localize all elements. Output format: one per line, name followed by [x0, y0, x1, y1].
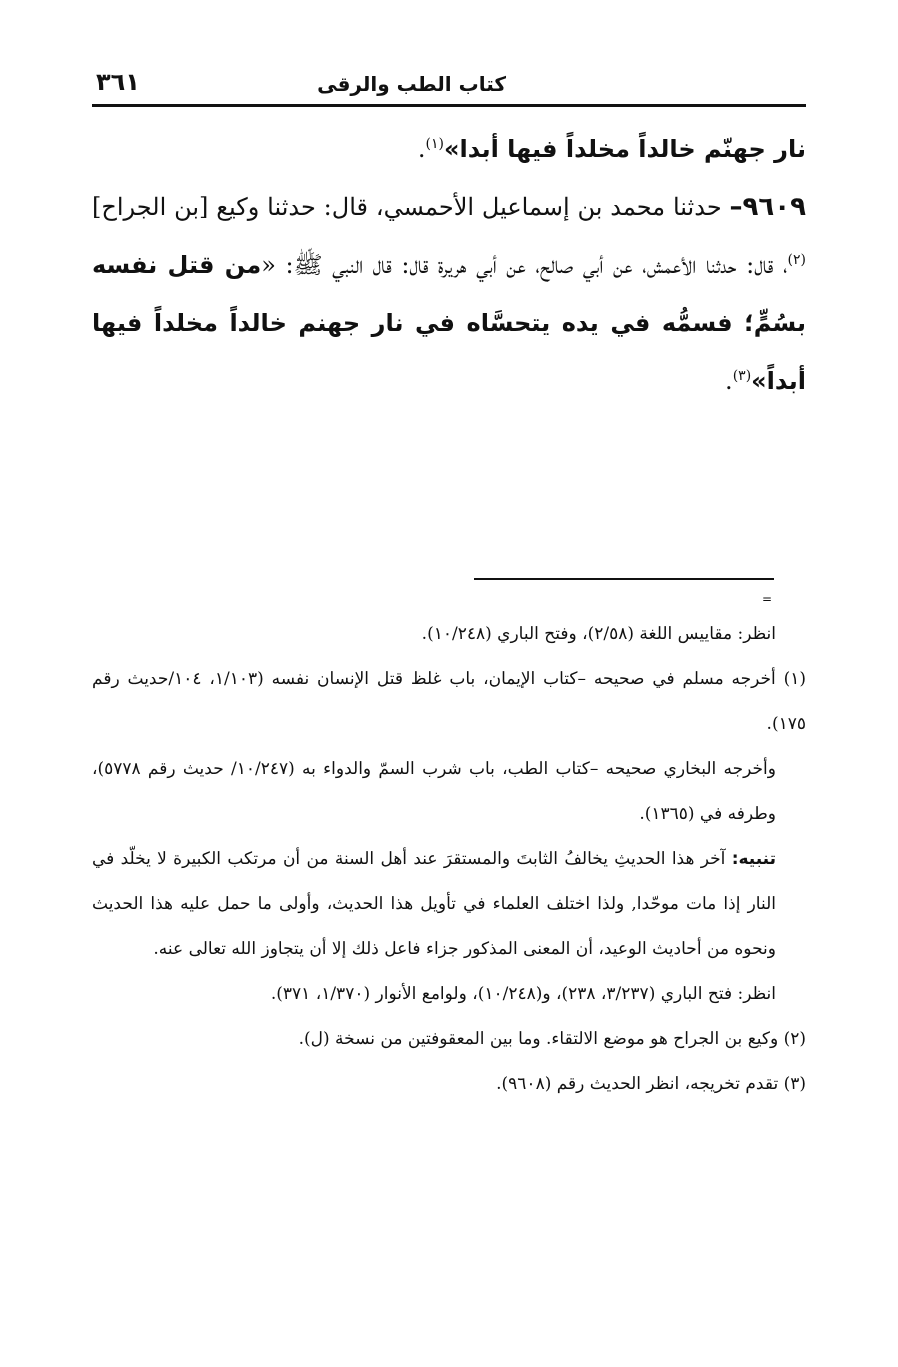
hadith-text-bold: نار جهنّم خالداً مخلداً فيها أبدا» — [443, 135, 806, 163]
main-text — [92, 120, 806, 410]
hadith-paragraph — [92, 178, 806, 410]
footnote-2: (٢) وكيع بن الجراح هو موضع الالتقاء. وما بين المعقوفتين من نسخة (ل). — [298, 1029, 806, 1049]
continuation-mark: = — [762, 592, 773, 606]
running-title: كتاب الطب والرقى — [317, 72, 506, 96]
isnad-text: حدثنا محمد بن إسماعيل الأحمسي، قال: حدثنا وكيع [بن الجراح] — [92, 193, 730, 221]
period: . — [417, 135, 426, 163]
tanbih-label: تنبيه: — [731, 849, 776, 869]
footnote-tanbih — [92, 837, 806, 972]
page-number: ٣٦١ — [96, 68, 140, 96]
isnad-text-2: ، قال: حدثنا الأعمش، عن أبي صالح، عن أبي هريرة قال: قال النبي ﷺ: « — [261, 251, 788, 279]
footnote-ref: (٣) — [732, 368, 752, 384]
footnote-1-continued: وأخرجه البخاري صحيحه –كتاب الطب، باب شرب السمّ والدواء به (١٠/٢٤٧/ حديث رقم ٥٧٧٨)، وطرفه في (١٣٦٥). — [92, 759, 776, 824]
footnote-ref: (٢) — [787, 252, 807, 268]
tanbih-text: آخر هذا الحديثِ يخالفُ الثابتَ والمستقرَ عند أهل السنة من أن مرتكب الكبيرة لا يخلّد في النار إذا مات موحّدا, ولذا اختلف العلماء في تأويل هذا الحديث، وأولى ما حمل عليه هذا الحديث ونحوه من أحاديث الوعيد، أن المعنى المذكور جزاء فاعل ذلك إلا أن يتجاوز الله تعالى عنه. — [92, 849, 776, 959]
footnote-1-refs: انظر: فتح الباري (٣/٢٣٧، ٢٣٨)، و(١٠/٢٤٨)، ولوامع الأنوار (١/٣٧٠، ٣٧١). — [270, 984, 776, 1004]
paragraph-continuation — [92, 120, 806, 178]
hadith-number: ٩٦٠٩– — [729, 192, 806, 222]
hadith-text-bold: من قتل نفسه بسُمٍّ؛ فسمُّه في يده يتحسَّاه في نار جهنم خالداً مخلداً فيها أبداً» — [92, 251, 806, 395]
footnote-separator — [474, 578, 774, 580]
footnotes — [92, 612, 806, 1107]
period: . — [725, 367, 733, 395]
footnote-3: (٣) تقدم تخريجه، انظر الحديث رقم (٩٦٠٨). — [496, 1074, 806, 1094]
header-rule — [92, 104, 806, 107]
footnote-line: انظر: مقاييس اللغة (٢/٥٨)، وفتح الباري (١٠/٢٤٨). — [421, 624, 776, 644]
footnote-ref: (١) — [425, 136, 444, 152]
page-header — [92, 66, 806, 106]
footnote-1: (١) أخرجه مسلم في صحيحه –كتاب الإيمان، باب غلظ قتل الإنسان نفسه (١/١٠٣، ١٠٤/حديث رقم ١٧٥). — [92, 669, 807, 734]
